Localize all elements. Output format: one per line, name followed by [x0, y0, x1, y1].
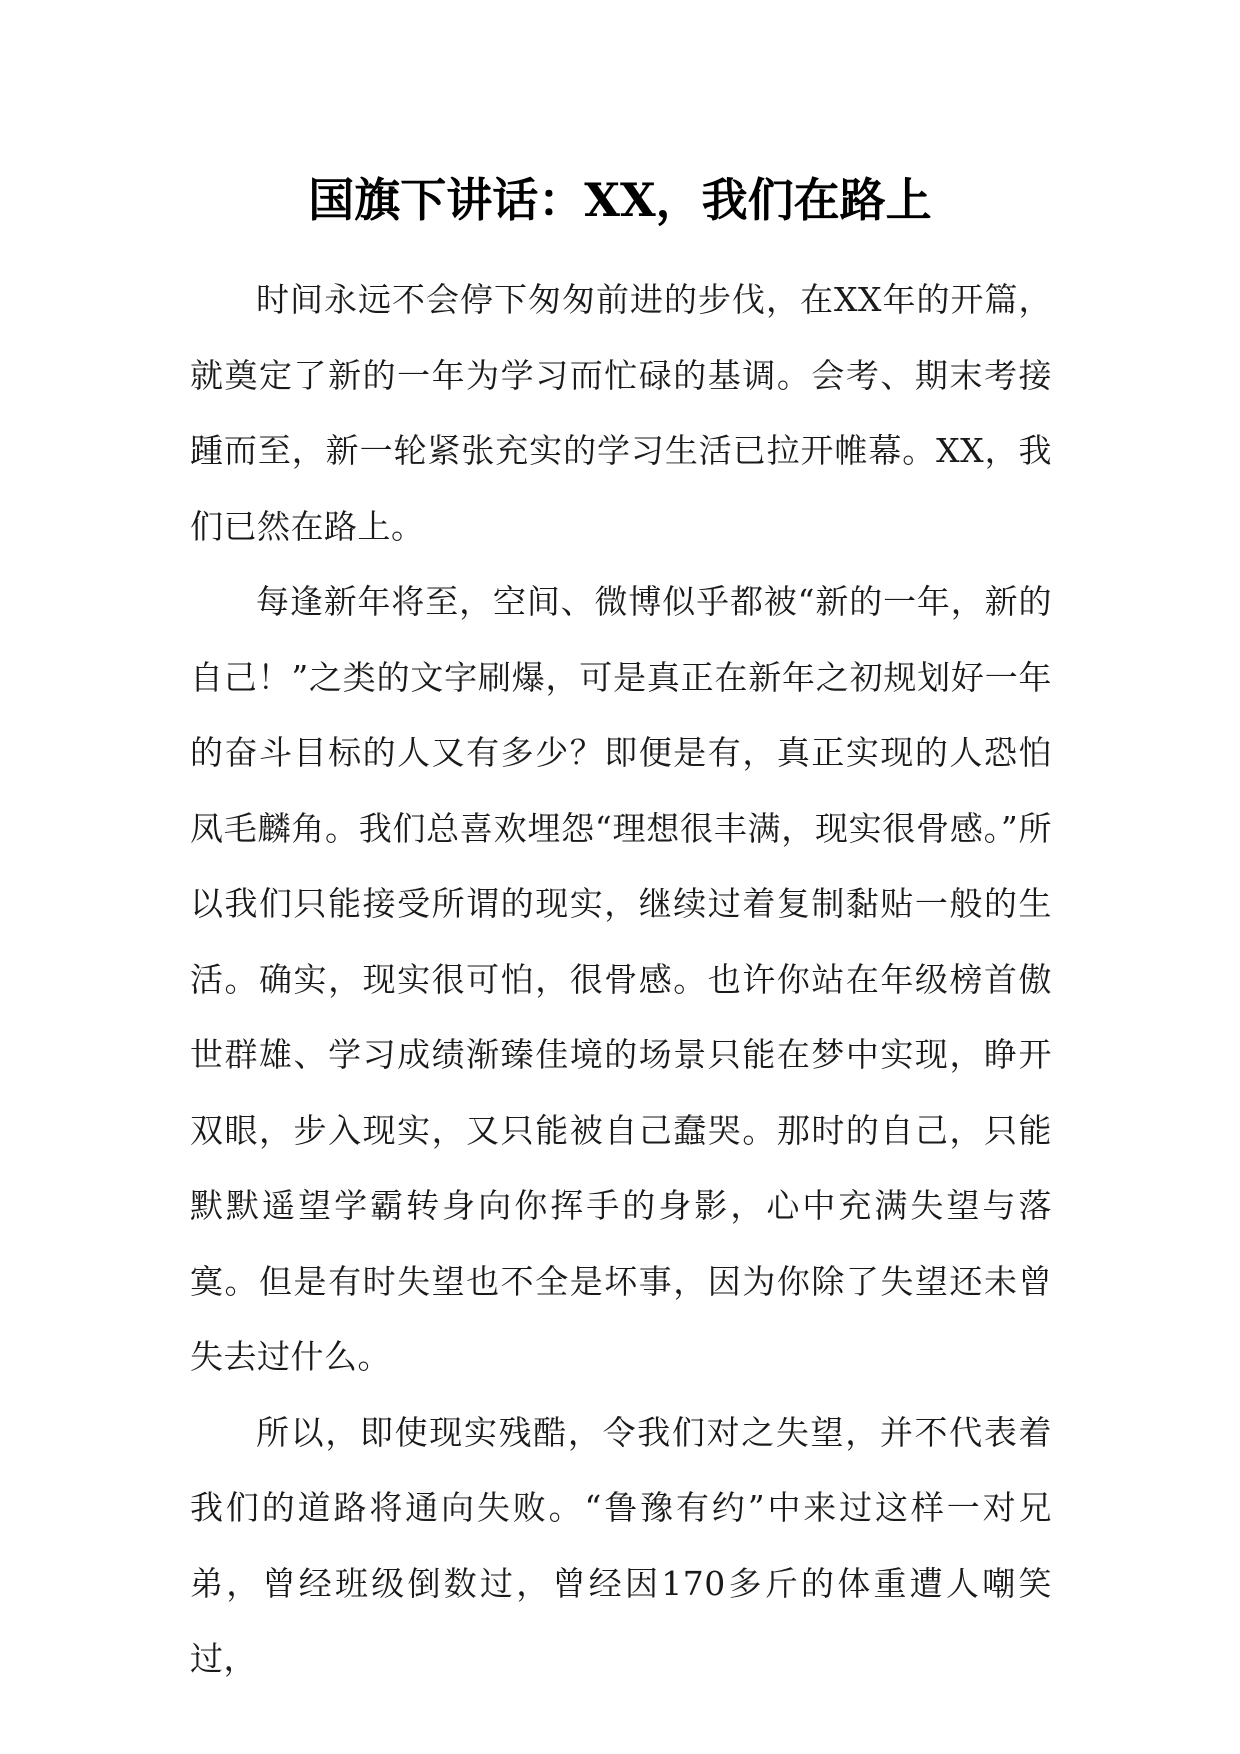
paragraph: 每逢新年将至，空间、微博似乎都被“新的一年，新的自己！”之类的文字刷爆，可是真正在新年之初规划好一年的奋斗目标的人又有多少？即便是有，真正实现的人恐怕凤毛麟角。我们总喜欢埋怨“理想很丰满，现实很骨感。”所以我们只能接受所谓的现实，继续过着复制黏贴一般的生活。确实，现实很可怕，很骨感。也许你站在年级榜首傲世群雄、学习成绩渐臻佳境的场景只能在梦中实现，睁开双眼，步入现实，又只能被自己蠢哭。那时的自己，只能默默遥望学霸转身向你挥手的身影，心中充满失望与落寞。但是有时失望也不全是坏事，因为你除了失望还未曾失去过什么。 [190, 582, 1052, 1376]
document-body [190, 262, 1052, 1697]
paragraph: 所以，即使现实残酷，令我们对之失望，并不代表着我们的道路将通向失败。“鲁豫有约”中来过这样一对兄弟，曾经班级倒数过，曾经因170多斤的体重遭人嘲笑过， [190, 1412, 1052, 1678]
document-title: 国旗下讲话：XX，我们在路上 [308, 173, 932, 227]
paragraph: 时间永远不会停下匆匆前进的步伐，在XX年的开篇，就奠定了新的一年为学习而忙碌的基调。会考、期末考接踵而至，新一轮紧张充实的学习生活已拉开帷幕。XX，我们已然在路上。 [190, 280, 1052, 546]
